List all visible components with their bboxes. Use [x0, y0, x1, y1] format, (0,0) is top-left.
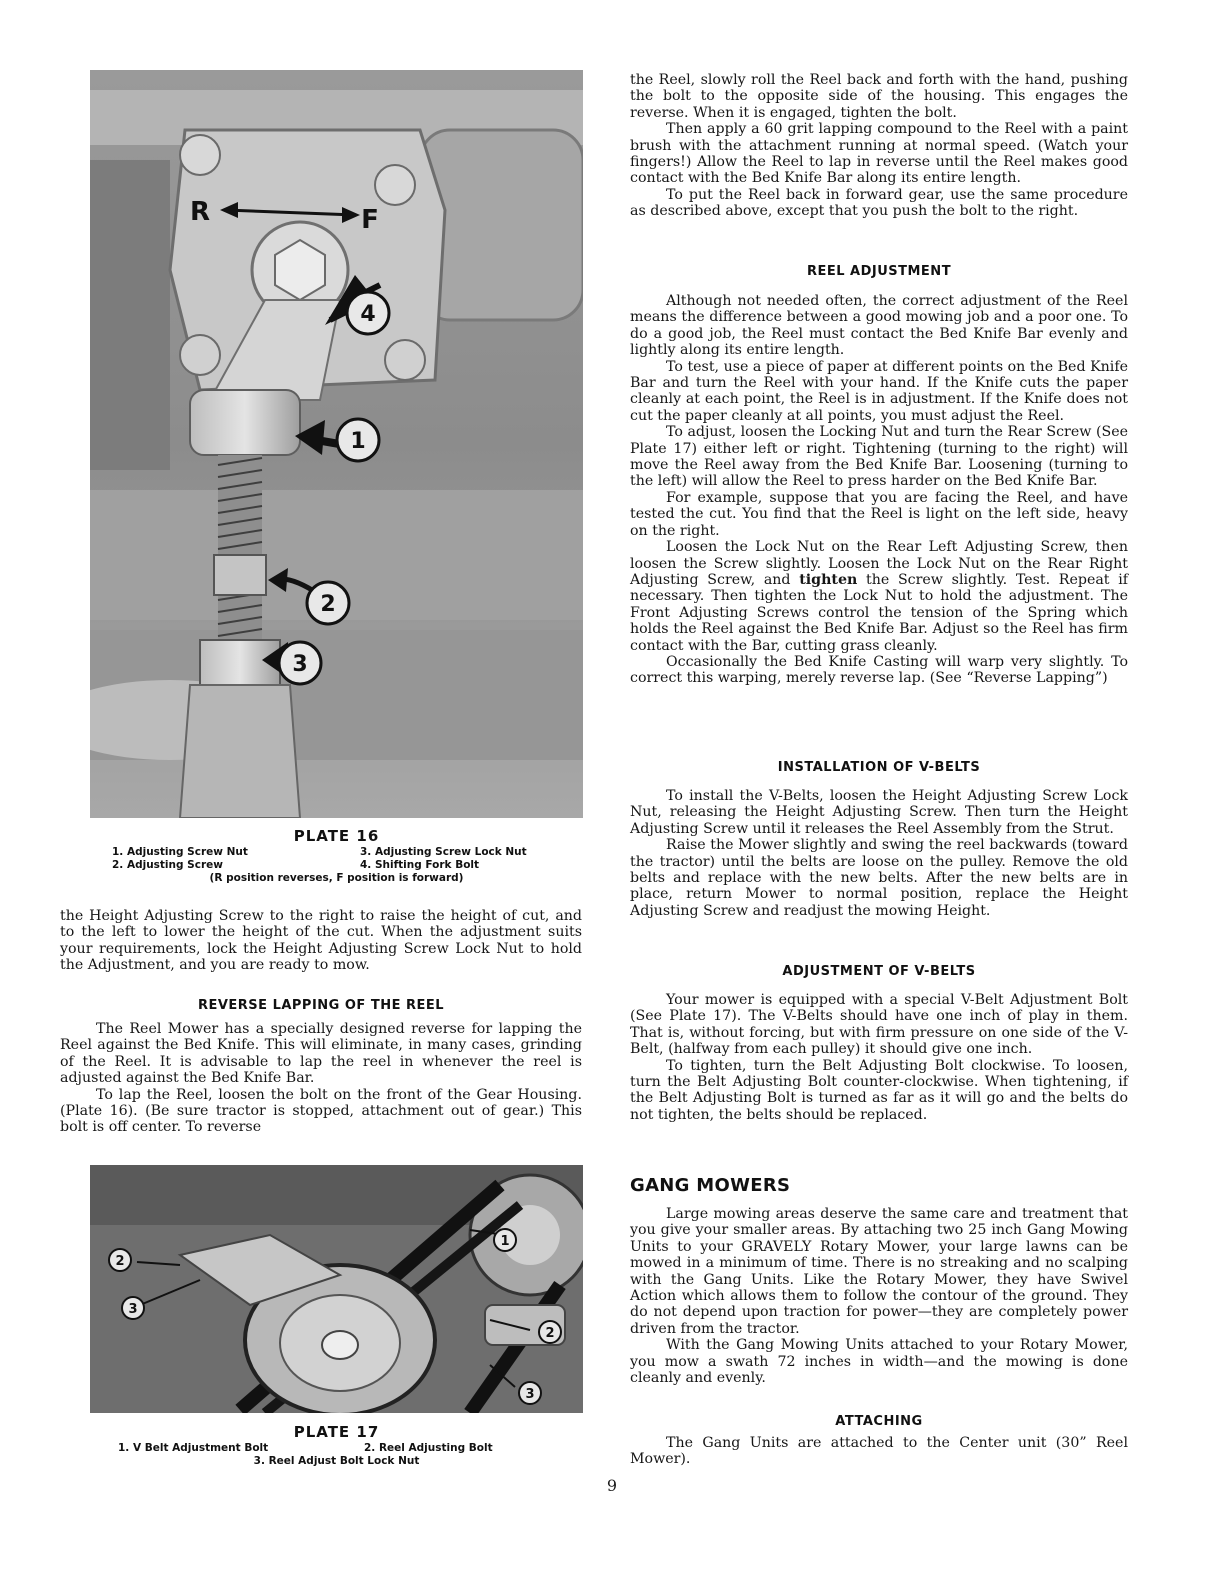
paragraph: To adjust, loosen the Locking Nut and turn the Rear Screw (See Plate 17) either left or right. Tightening (turning to the right) will move the Reel away from the Bed Knife Bar. Loosening (turning to the left) will allow the Reel to press harder on the Bed Knife Bar. — [630, 424, 1128, 490]
paragraph: The Reel Mower has a specially designed reverse for lapping the Reel against the Bed Knife. This will eliminate, in many cases, grinding of the Reel. It is advisable to lap the reel in whenever the reel is adjusted against the Bed Knife Bar. — [60, 1021, 582, 1087]
plate-17-caption-1-left: 1. V Belt Adjustment Bolt — [118, 1442, 269, 1454]
right-text-block-3 — [630, 788, 1128, 919]
callout-2-label: 2 — [115, 1254, 125, 1269]
paragraph: For example, suppose that you are facing the Reel, and have tested the cut. You find that the Reel is light on the left side, heavy on the right. — [630, 489, 1128, 539]
heading-reverse-lapping: REVERSE LAPPING OF THE REEL — [197, 998, 445, 1013]
plate-16-caption-2-right: 4. Shifting Fork Bolt — [360, 859, 480, 871]
paragraph: Although not needed often, the correct adjustment of the Reel means the difference between a good mowing job and a poor one. To do a good job, the Reel must contact the Bed Knife Bar evenly and lightly along its entire length. — [630, 293, 1128, 359]
paragraph: With the Gang Mowing Units attached to your Rotary Mower, you mow a swath 72 inches in width—and the mowing is done cleanly and evenly. — [630, 1337, 1128, 1387]
paragraph: Raise the Mower slightly and swing the reel backwards (toward the tractor) until the belts are loose on the pulley. Remove the old belts and replace with the new belts. After the new belts are in place, return Mower to normal position, replace the Height Adjusting Screw and readjust the mowing Height. — [630, 837, 1128, 919]
plate-16-photo — [90, 70, 583, 818]
bold-word: tighten — [799, 571, 858, 588]
right-text-block-4 — [630, 992, 1128, 1123]
callout-2-label: 2 — [320, 592, 336, 617]
right-text-block-1 — [630, 72, 1128, 220]
callout-r-label: R — [189, 197, 211, 227]
paragraph: The Gang Units are attached to the Center unit (30” Reel Mower). — [630, 1435, 1128, 1468]
callout-3-label: 3 — [128, 1302, 138, 1317]
plate-16-caption-3: (R position reverses, F position is forward) — [209, 872, 464, 884]
paragraph: To install the V-Belts, loosen the Height Adjusting Screw Lock Nut, releasing the Height Adjusting Screw. Then turn the Height Adjusting Screw until it releases the Reel Assembly from the Strut. — [630, 788, 1128, 837]
text-span: the Screw slightly. Test. Repeat if necessary. Then tighten the Lock Nut to hold the adjustment. The Front Adjusting Screws control the tension of the Spring which holds the Reel against the Bed Knife Bar. Adjust so the Reel has firm contact with the Bar, cutting grass cleanly. — [630, 571, 1128, 654]
paragraph: Large mowing areas deserve the same care and treatment that you give your smaller areas. By attaching two 25 inch Gang Mowing Units to your GRAVELY Rotary Mower, your large lawns can be mowed in a minimum of time. There is no streaking and no scalping with the Gang Units. Like the Rotary Mower, they have Swivel Action which allows them to follow the contour of the ground. They do not depend upon traction for power—they are completely power driven from the tractor. — [630, 1206, 1128, 1337]
plate-16-illustration — [90, 70, 583, 818]
plate-17-illustration — [90, 1165, 583, 1413]
paragraph: To test, use a piece of paper at different points on the Bed Knife Bar and turn the Reel with your hand. If the Knife cuts the paper cleanly at each point, the Reel is in adjustment. If the Knife does not cut the paper cleanly at all points, you must adjust the Reel. — [630, 358, 1128, 424]
plate-16-caption-2-left: 2. Adjusting Screw — [112, 859, 223, 871]
heading-gang-mowers: GANG MOWERS — [630, 1175, 791, 1196]
left-text-block-2 — [60, 1021, 582, 1136]
callout-4-label: 4 — [360, 302, 376, 327]
paragraph: Then apply a 60 grit lapping compound to the Reel with a paint brush with the attachment running at normal speed. (Watch your fingers!) Allow the Reel to lap in reverse until the Reel makes good contact with the Bed Knife Bar along its entire length. — [630, 121, 1128, 187]
heading-reel-adjustment: REEL ADJUSTMENT — [806, 264, 952, 279]
right-text-block-2 — [630, 293, 1128, 687]
heading-adjustment-v-belts: ADJUSTMENT OF V-BELTS — [782, 964, 976, 979]
text-span: Loosen the Lock Nut on the Rear Left Adjusting Screw, then loosen the Screw slightly. Loosen the Lock Nut on the Rear Right Adjusting Screw, and — [630, 539, 1128, 588]
paragraph: To put the Reel back in forward gear, use the same procedure as described above, except that you push the bolt to the right. — [630, 186, 1128, 220]
plate-17-title: PLATE 17 — [293, 1423, 380, 1441]
paragraph: To tighten, turn the Belt Adjusting Bolt clockwise. To loosen, turn the Belt Adjusting Bolt counter-clockwise. When tightening, if the Belt Adjusting Bolt is turned as far as it will go and the belts do not tighten, the belts should be replaced. — [630, 1057, 1128, 1123]
paragraph: the Height Adjusting Screw to the right to raise the height of cut, and to the left to lower the height of the cut. When the adjustment suits your requirements, lock the Height Adjusting Screw Lock Nut to hold the Adjustment, and you are ready to mow. — [60, 908, 582, 974]
callout-3-label: 3 — [525, 1387, 535, 1402]
plate-17-caption-2: 3. Reel Adjust Bolt Lock Nut — [253, 1455, 420, 1467]
callout-1-label: 1 — [350, 429, 366, 454]
plate-16-title: PLATE 16 — [293, 827, 380, 845]
callout-1-label: 1 — [500, 1234, 510, 1249]
paragraph: To lap the Reel, loosen the bolt on the front of the Gear Housing. (Plate 16). (Be sure tractor is stopped, attachment out of gear.) This bolt is off center. To reverse — [60, 1086, 582, 1136]
paragraph — [630, 539, 1128, 654]
paragraph: Your mower is equipped with a special V-Belt Adjustment Bolt (See Plate 17). The V-Belts should have one inch of play in them. That is, without forcing, but with firm pressure on one side of the V-Belt, (halfway from each pulley) it should give one inch. — [630, 992, 1128, 1058]
page-number: 9 — [606, 1476, 618, 1495]
heading-attaching: ATTACHING — [835, 1414, 923, 1429]
plate-17-caption-1-right: 2. Reel Adjusting Bolt — [364, 1442, 493, 1454]
plate-16-caption-1-left: 1. Adjusting Screw Nut — [112, 846, 248, 858]
callout-2-label: 2 — [545, 1326, 555, 1341]
paragraph: the Reel, slowly roll the Reel back and forth with the hand, pushing the bolt to the opposite side of the housing. This engages the reverse. When it is engaged, tighten the bolt. — [630, 72, 1128, 121]
heading-installation-v-belts: INSTALLATION OF V-BELTS — [777, 760, 981, 775]
paragraph: Occasionally the Bed Knife Casting will warp very slightly. To correct this warping, merely reverse lap. (See “Reverse Lapping”) — [630, 653, 1128, 687]
right-text-block-6 — [630, 1435, 1128, 1468]
callout-3-label: 3 — [292, 652, 308, 677]
right-text-block-5 — [630, 1206, 1128, 1386]
plate-16-caption-1-right: 3. Adjusting Screw Lock Nut — [360, 846, 527, 858]
callout-f-label: F — [361, 205, 379, 235]
plate-17-photo — [90, 1165, 583, 1413]
left-text-block-1 — [60, 908, 582, 974]
